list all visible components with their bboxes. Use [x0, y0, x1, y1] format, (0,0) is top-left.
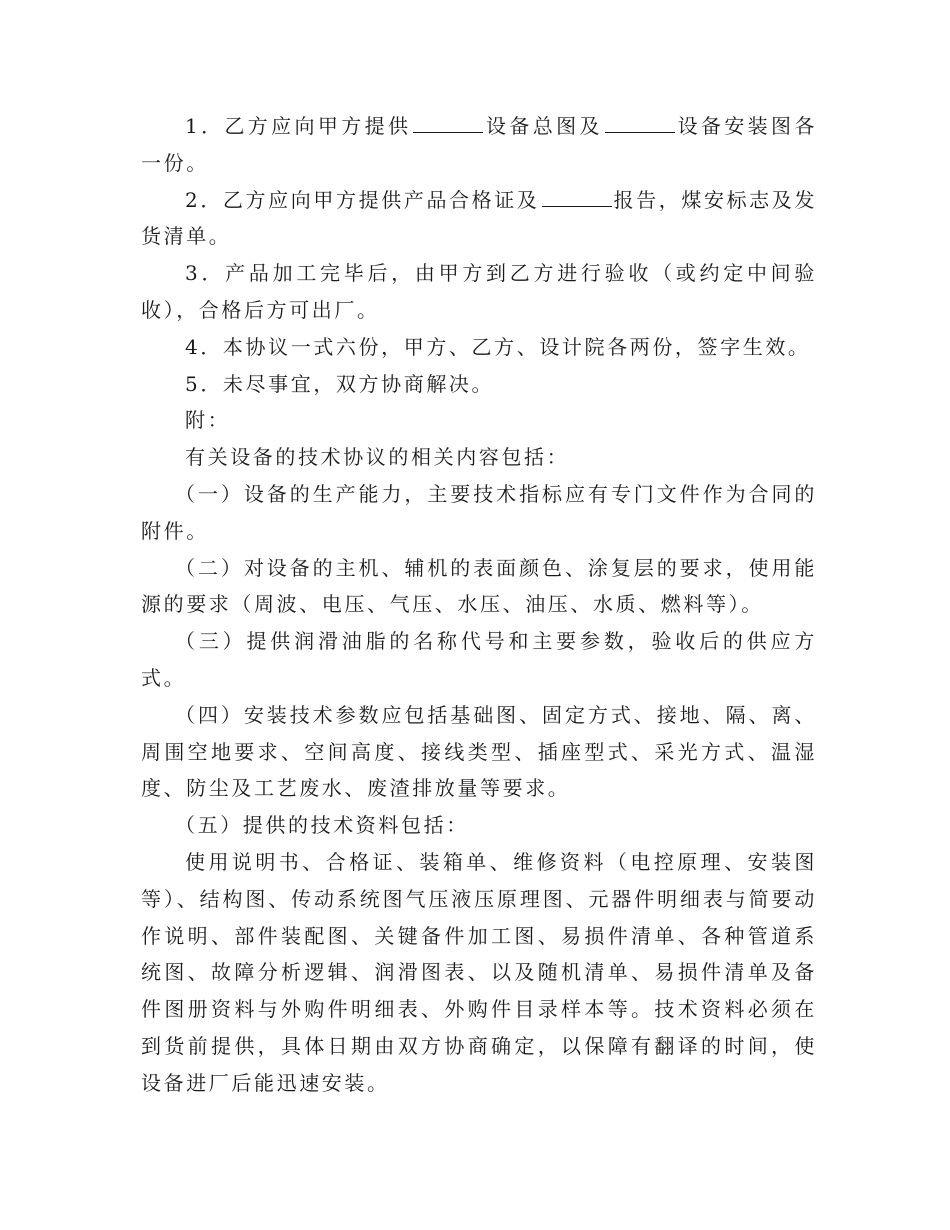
paragraph	[141, 844, 817, 1102]
paragraph-text: （一）设备的生产能力，主要技术指标应有专门文件作为合同的附件。	[141, 481, 817, 543]
paragraph	[141, 623, 817, 697]
fill-in-blank	[542, 205, 612, 207]
paragraph	[141, 329, 817, 366]
paragraph-text: 2．乙方应向甲方提供产品合格证及	[185, 187, 540, 212]
document-body	[141, 108, 817, 1102]
paragraph	[141, 108, 817, 182]
paragraph-text: 设备安装图各一份。	[141, 114, 817, 175]
paragraph	[141, 550, 817, 624]
paragraph-text: 4．本协议一式六份，甲方、乙方、设计院各两份，签字生效。	[185, 334, 811, 359]
paragraph-text: 使用说明书、合格证、装箱单、维修资料（电控原理、安装图等）、结构图、传动系统图气压液压原理图、元器件明细表与简要动作说明、部件装配图、关键备件加工图、易损件清单、各种管道系统图、故障分析逻辑、润滑图表、以及随机清单、易损件清单及备件图册资料与外购件明细表、外购件目录样本等。技术资料必须在到货前提供，具体日期由双方协商确定，以保障有翻译的时间，使设备进厂后能迅速安装。	[141, 849, 817, 1095]
paragraph-text: 设备总图及	[485, 114, 603, 138]
paragraph-text: 附：	[185, 408, 231, 433]
paragraph-text: （五）提供的技术资料包括：	[175, 813, 469, 838]
paragraph-text: （三）提供润滑油脂的名称代号和主要参数，验收后的供应方式。	[141, 629, 817, 690]
paragraph	[141, 255, 817, 329]
paragraph	[141, 402, 817, 439]
paragraph-text: 1．乙方应向甲方提供	[185, 114, 412, 138]
paragraph	[141, 807, 817, 844]
paragraph-text: 报告，煤安标志及发货清单。	[141, 187, 817, 249]
paragraph	[141, 182, 817, 256]
paragraph-text: 3．产品加工完毕后，由甲方到乙方进行验收（或约定中间验收），合格后方可出厂。	[141, 261, 817, 322]
paragraph-text: （二）对设备的主机、辅机的表面颜色、涂复层的要求，使用能源的要求（周波、电压、气压、水压、油压、水质、燃料等）。	[141, 555, 817, 617]
paragraph-text: （四）安装技术参数应包括基础图、固定方式、接地、隔、离、周围空地要求、空间高度、接线类型、插座型式、采光方式、温湿度、防尘及工艺废水、废渣排放量等要求。	[141, 702, 817, 801]
paragraph	[141, 439, 817, 476]
paragraph	[141, 366, 817, 403]
paragraph-text: 有关设备的技术协议的相关内容包括：	[185, 445, 570, 470]
paragraph	[141, 697, 817, 807]
fill-in-blank	[605, 131, 675, 133]
paragraph	[141, 476, 817, 550]
paragraph-text: 5．未尽事宜，双方协商解决。	[185, 371, 495, 396]
fill-in-blank	[413, 131, 483, 133]
